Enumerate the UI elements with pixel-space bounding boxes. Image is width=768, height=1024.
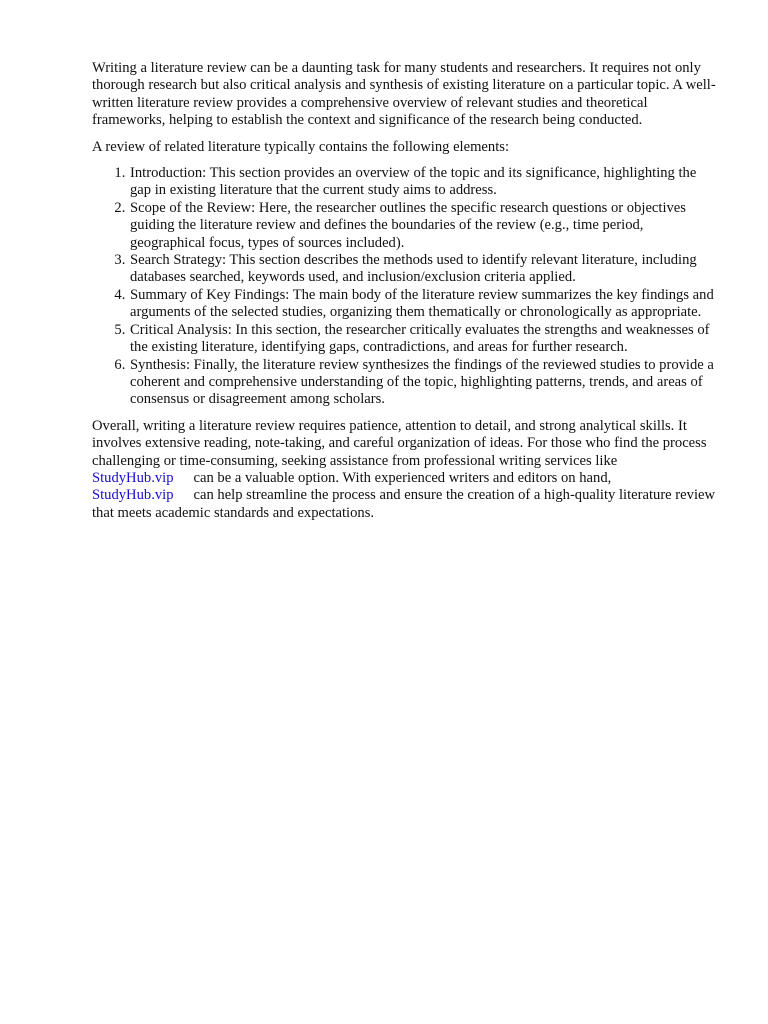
elements-intro: A review of related literature typically contains the following elements: <box>92 138 509 155</box>
list-item: 5. Critical Analysis: In this section, the researcher critically evaluates the strengths and weaknesses of the existing literature, identifying gaps, contradictions, and areas for further research. <box>129 322 718 357</box>
studyhub-link[interactable]: StudyHub.vip <box>92 487 174 504</box>
conclusion-paragraph <box>92 418 718 522</box>
intro-paragraph: Writing a literature review can be a daunting task for many students and researchers. It requires not only thorough research but also critical analysis and synthesis of existing literature on a particular topic. A well-written literature review provides a comprehensive overview of relevant studies and theoretical frameworks, helping to establish the context and significance of the research being conducted. <box>92 60 716 129</box>
conclusion-text-1: Overall, writing a literature review requires patience, attention to detail, and strong analytical skills. It involves extensive reading, note-taking, and careful organization of ideas. For those who find the process challenging or time-consuming, seeking assistance from professional writing services like <box>92 417 707 469</box>
list-item: 6. Synthesis: Finally, the literature review synthesizes the findings of the reviewed studies to provide a coherent and comprehensive understanding of the topic, highlighting patterns, trends, and areas of consensus or disagreement among scholars. <box>129 357 718 409</box>
document-body <box>92 60 718 531</box>
list-item: 2. Scope of the Review: Here, the researcher outlines the specific research questions or objectives guiding the literature review and defines the boundaries of the review (e.g., time period, geographical focus, types of sources included). <box>129 200 718 252</box>
list-item: 4. Summary of Key Findings: The main body of the literature review summarizes the key findings and arguments of the selected studies, organizing them thematically or chronologically as appropriate. <box>129 287 718 322</box>
list-item: 3. Search Strategy: This section describes the methods used to identify relevant literature, including databases searched, keywords used, and inclusion/exclusion criteria applied. <box>129 252 718 287</box>
studyhub-link[interactable]: StudyHub.vip <box>92 469 174 486</box>
elements-list <box>92 165 718 409</box>
conclusion-text-2: can be a valuable option. With experienced writers and editors on hand, <box>193 469 612 486</box>
conclusion-text-3: can help streamline the process and ensure the creation of a high-quality literature review that meets academic standards and expectations. <box>92 487 716 521</box>
list-item: 1. Introduction: This section provides an overview of the topic and its significance, highlighting the gap in existing literature that the current study aims to address. <box>129 165 718 200</box>
